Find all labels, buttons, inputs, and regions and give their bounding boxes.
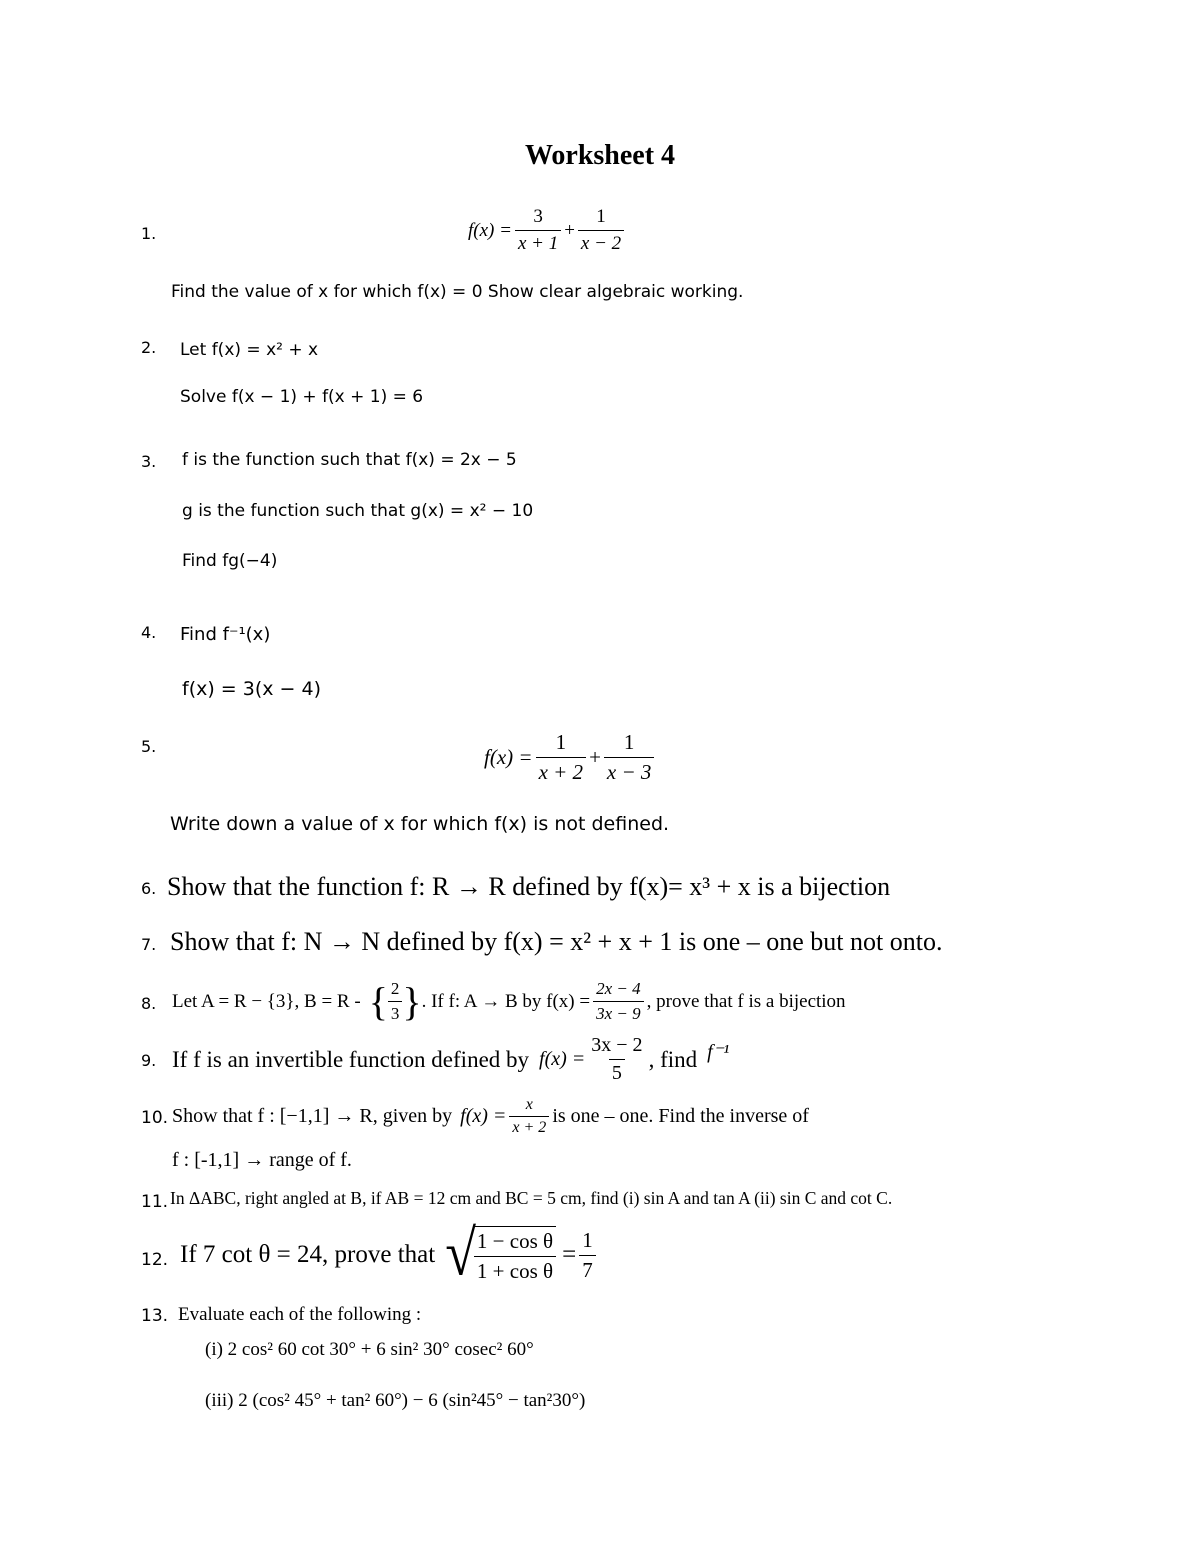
question-4-line-2: f(x) = 3(x − 4) [182,678,322,700]
q1-frac1-denominator: x + 1 [515,230,561,255]
question-6-text: Show that the function f: R → R defined by f(x)= x³ + x is a bijection [167,872,891,901]
q9-suffix: , find [648,1046,698,1072]
q8-prefix: Let A = R − {3}, B = R - [172,990,361,1012]
q12-equals: = [562,1241,577,1268]
q12-prefix: If 7 cot θ = 24, prove that [180,1241,436,1268]
q8-fn-numerator: 2x − 4 [596,979,641,998]
q5-fraction-1 [536,730,587,785]
q8-left-brace: { [368,979,388,1024]
q8-set-numerator: 2 [390,979,400,998]
q12-square-root [445,1218,556,1290]
question-4-line-1: Find f⁻¹(x) [180,624,271,645]
worksheet-title: Worksheet 4 [524,140,676,171]
q8-set-fraction [388,979,403,1024]
q12-numerator: 1 [582,1227,593,1252]
q9-fraction [588,1034,645,1085]
q10-denominator: x + 2 [509,1116,549,1137]
q1-plus: + [564,219,575,241]
question-13-part-i: (i) 2 cos² 60 cot 30° + 6 sin² 30° cosec² 60° [205,1339,534,1360]
q12-denominator: 7 [579,1255,596,1283]
q10-lhs: f(x) = [460,1105,507,1127]
question-13-text: Evaluate each of the following : [178,1304,422,1325]
question-1-number: 1. [141,224,157,243]
q9-lhs: f(x) = [539,1048,586,1070]
q8-suffix: , prove that f is a bijection [646,990,846,1012]
question-10-text [172,1096,809,1137]
question-3-line-1: f is the function such that f(x) = 2x − 5 [182,450,517,470]
q1-frac1-numerator: 3 [533,206,543,227]
question-9-text [172,1034,729,1085]
q10-prefix: Show that f : [−1,1] → R, given by [172,1105,453,1127]
q9-inverse: f⁻¹ [707,1041,730,1063]
q1-frac2-denominator: x − 2 [578,230,624,255]
question-13-number: 13. [141,1306,169,1326]
question-9-number: 9. [141,1051,157,1070]
q5-plus: + [589,745,601,769]
q5-frac2-denominator: x − 3 [604,757,655,785]
q8-fn-denominator: 3x − 9 [593,1001,644,1024]
question-2-number: 2. [141,338,157,357]
question-4-number: 4. [141,623,157,642]
question-5-equation [484,730,657,785]
q12-root-body [474,1226,556,1284]
q8-set-denominator: 3 [388,1001,403,1024]
q9-prefix: If f is an invertible function defined by [172,1046,530,1072]
question-12-number: 12. [141,1250,169,1270]
q12-root-sign: √ [445,1218,476,1290]
question-7-text: Show that f: N → N defined by f(x) = x² + x + 1 is one – one but not onto. [170,927,943,956]
question-10-line-2: f : [-1,1] → range of f. [172,1149,352,1171]
question-7-number: 7. [141,935,157,954]
question-11-text: In ΔABC, right angled at B, if AB = 12 cm and BC = 5 cm, find (i) sin A and tan A (ii) sin C and cot C. [170,1188,893,1208]
q5-fraction-2 [604,730,655,785]
question-1-instruction: Find the value of x for which f(x) = 0 Show clear algebraic working. [171,282,744,302]
question-5-instruction: Write down a value of x for which f(x) is not defined. [170,813,670,835]
question-8-text [172,978,846,1025]
question-1-equation [468,206,627,255]
question-2-line-2: Solve f(x − 1) + f(x + 1) = 6 [180,387,424,407]
question-3-line-3: Find fg(−4) [182,551,278,571]
q10-fraction [509,1096,549,1137]
q1-frac2-numerator: 1 [596,206,606,227]
question-3-number: 3. [141,452,157,471]
q8-right-brace: } [402,979,422,1024]
question-8-number: 8. [141,994,157,1013]
q1-lhs: f(x) = [468,219,512,241]
question-2-line-1: Let f(x) = x² + x [180,340,319,360]
q5-frac1-denominator: x + 2 [536,757,587,785]
q12-fraction [579,1228,596,1283]
q12-root-numerator: 1 − cos θ [476,1229,554,1253]
q1-fraction-2 [578,206,624,255]
question-10-number: 10. [141,1108,169,1128]
q9-numerator: 3x − 2 [591,1034,643,1056]
question-12-text [180,1218,599,1290]
q12-root-denominator: 1 + cos θ [474,1256,556,1284]
q8-function-fraction [593,979,644,1024]
q10-suffix: is one – one. Find the inverse of [552,1105,809,1127]
question-13-part-iii: (iii) 2 (cos² 45° + tan² 60°) − 6 (sin²45° − tan²30°) [205,1390,586,1411]
q10-numerator: x [525,1096,533,1113]
q5-frac2-numerator: 1 [623,730,635,754]
q5-frac1-numerator: 1 [555,730,567,754]
q9-denominator: 5 [609,1059,625,1085]
q5-lhs: f(x) = [484,745,533,769]
question-5-number: 5. [141,737,157,756]
question-6-number: 6. [141,879,157,898]
q8-middle: . If f: A → B by f(x) = [421,990,591,1012]
question-11-number: 11. [141,1192,169,1212]
q1-fraction-1 [515,206,561,255]
question-3-line-2: g is the function such that g(x) = x² − 10 [182,501,534,521]
q12-root-fraction [474,1229,556,1284]
